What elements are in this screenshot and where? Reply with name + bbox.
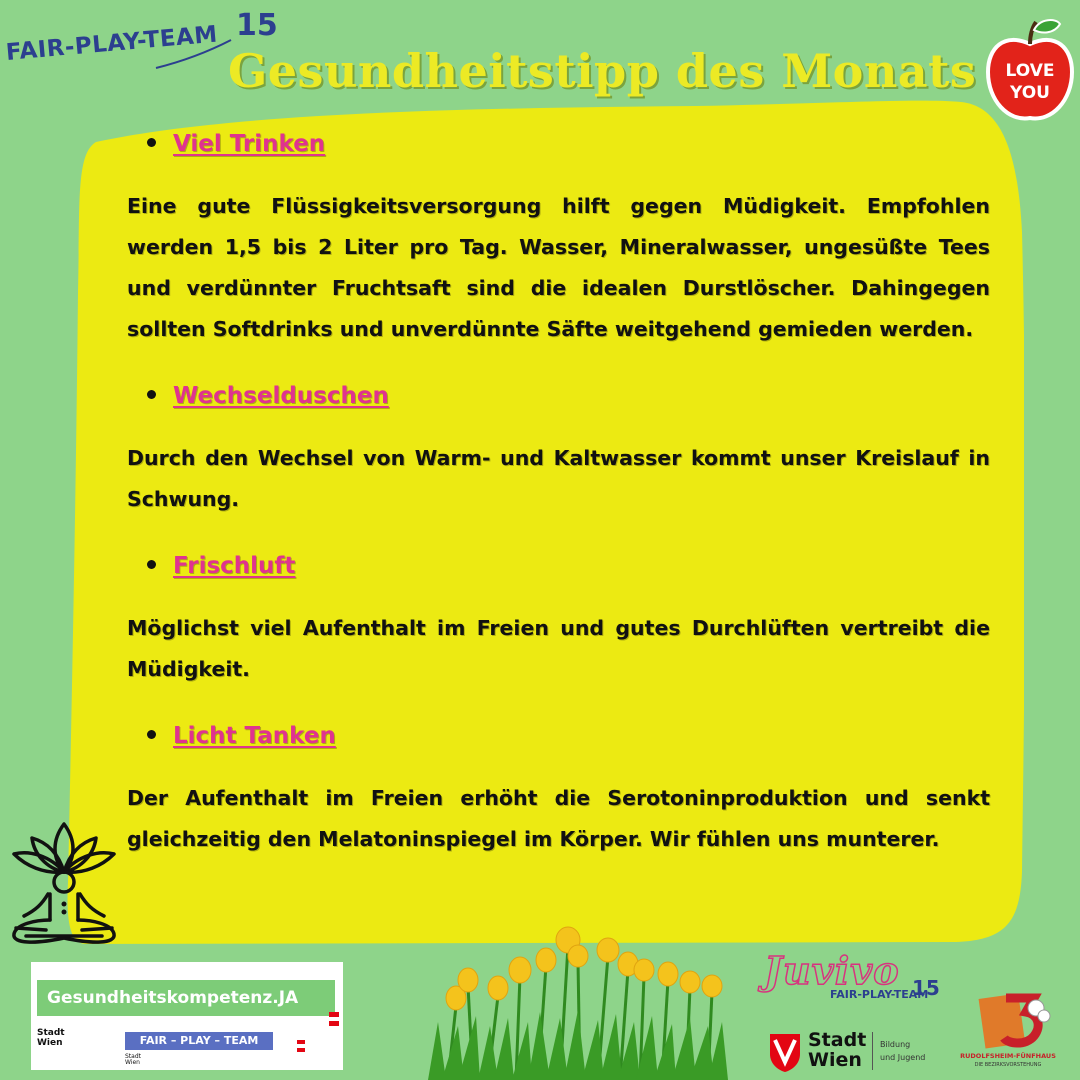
juvivo-number: 15 — [912, 976, 940, 1000]
tip-item — [127, 122, 990, 350]
tip-heading — [127, 374, 990, 418]
logo-text: FAIR-PLAY-TEAM — [4, 21, 219, 66]
tip-title-viel-trinken[interactable]: Viel Trinken — [173, 131, 326, 157]
meditation-icon — [6, 820, 122, 950]
fair-play-team-box: FAIR – PLAY – TEAM — [125, 1032, 273, 1050]
tip-item — [127, 374, 990, 520]
sticker-text-love: LOVE — [1005, 61, 1055, 81]
tip-body: Eine gute Flüssigkeitsversorgung hilft gegen Müdigkeit. Empfohlen werden 1,5 bis 2 Liter pro Tag. Wasser, Mineralwasser, ungesüßte Tees und verdünnter Fruchtsaft sind die idealen Durstlöscher. Dahingegen sollten Softdrinks und unverdünnte Säfte weitgehend gemieden werden. — [127, 194, 990, 341]
sticker-text-you: YOU — [1010, 83, 1050, 103]
tip-heading — [127, 714, 990, 758]
bezirk-subtitle: DIE BEZIRKSVORSTEHUNG — [974, 1062, 1042, 1068]
logo-number: 15 — [236, 8, 278, 43]
tips-list — [127, 122, 990, 884]
gesundheitskompetenz-card — [31, 962, 343, 1070]
tip-body: Durch den Wechsel von Warm- und Kaltwasser kommt unser Kreislauf in Schwung. — [127, 446, 990, 511]
tip-title-licht-tanken[interactable]: Licht Tanken — [173, 723, 336, 749]
tip-item — [127, 714, 990, 860]
tip-body: Der Aufenthalt im Freien erhöht die Serotoninproduktion und senkt gleichzeitig den Melatoninspiegel im Körper. Wir fühlen uns munterer. — [127, 786, 990, 851]
juvivo-subtitle: FAIR-PLAY-TEAM — [830, 988, 929, 1001]
tip-body: Möglichst viel Aufenthalt im Freien und gutes Durchlüften vertreibt die Müdigkeit. — [127, 616, 990, 681]
bullet-icon — [147, 730, 156, 739]
gesundheitskompetenz-banner: Gesundheitskompetenz.JA — [37, 980, 335, 1016]
stadt-wien-label: Stadt Wien — [37, 1028, 65, 1048]
stadt-wien-logo — [768, 1030, 948, 1074]
bezirk-emblem-icon — [956, 992, 1060, 1052]
bezirksvorstehung-logo — [956, 992, 1060, 1072]
vienna-flag-icon — [297, 1040, 305, 1052]
vienna-shield-icon — [768, 1032, 802, 1072]
bullet-icon — [147, 560, 156, 569]
bullet-icon — [147, 390, 156, 399]
tip-heading — [127, 544, 990, 588]
bullet-icon — [147, 138, 156, 147]
page-title: Gesundheitstipp des Monats — [228, 44, 977, 98]
divider — [872, 1032, 873, 1070]
bezirk-name: RUDOLFSHEIM-FÜNFHAUS — [960, 1052, 1056, 1060]
tip-title-frischluft[interactable]: Frischluft — [173, 553, 296, 579]
vienna-flag-icon — [329, 1012, 339, 1026]
juvivo-wordmark: Juvivo — [764, 948, 900, 993]
tulips-illustration — [428, 926, 728, 1080]
tip-heading — [127, 122, 990, 166]
juvivo-logo — [762, 948, 942, 1008]
tip-title-wechselduschen[interactable]: Wechselduschen — [173, 383, 389, 409]
tip-item — [127, 544, 990, 690]
bildung-jugend-label: Bildung und Jugend — [880, 1040, 926, 1062]
stadt-wien-tiny-label: Stadt Wien — [125, 1053, 141, 1066]
stadt-wien-wordmark: Stadt Wien — [808, 1029, 867, 1071]
